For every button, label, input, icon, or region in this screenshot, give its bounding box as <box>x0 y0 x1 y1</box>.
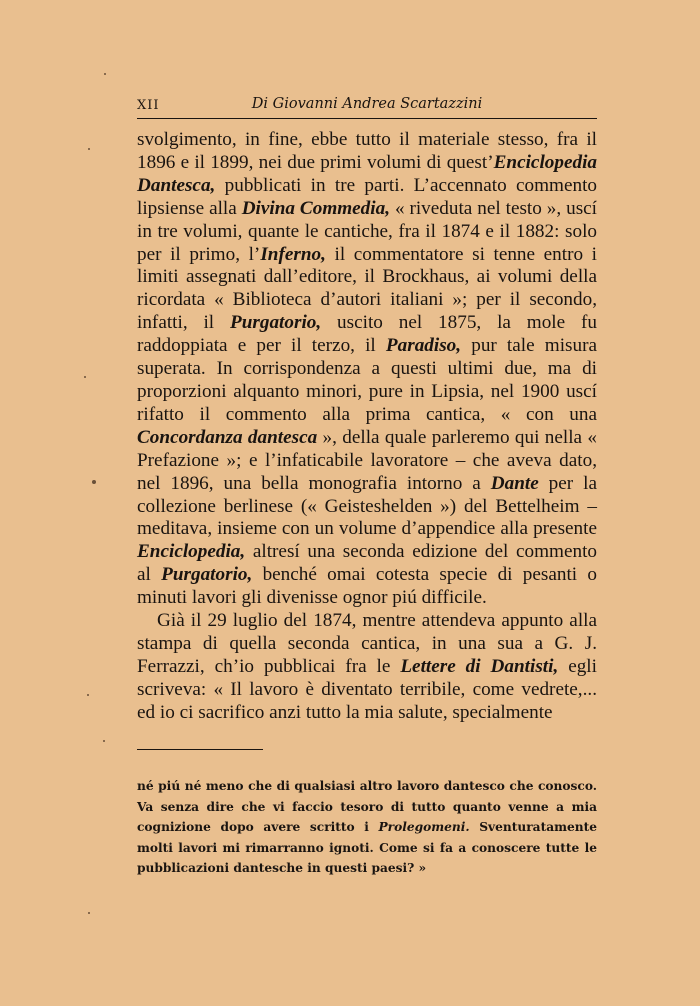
italic-title: Enciclopedia, <box>137 541 246 563</box>
text-run: egli scriveva: « Il lavoro è diventato terribile, come vedrete,... ed io ci sacrifico anzi tutto la mia salute, specialmente <box>137 655 597 723</box>
margin-speck <box>104 73 106 75</box>
text-run: Sventuratamente molti lavori mi rimarranno ignoti. Come si fa a conoscere tutte le pubblicazioni dantesche in questi paesi? » <box>137 820 597 876</box>
text-run: per la collezione berlinese (« Geisteshelden ») del Bettelheim – meditava, insieme con un volume d’appendice alla presente <box>137 472 597 540</box>
italic-title: Inferno, <box>260 243 326 265</box>
margin-speck <box>87 694 89 696</box>
text-run: pur tale misura superata. In corrispondenza a questi ultimi due, ma di proporzioni alquanto minori, pure in Lipsia, nel 1900 uscí rifatto il commento alla prima cantica, « con una <box>137 335 597 425</box>
running-head <box>137 96 597 119</box>
text-run: né piú né meno che di qualsiasi altro lavoro dantesco che conosco. Va senza dire che vi faccio tesoro di tutto quanto venne a mia cognizione dopo avere scritto i <box>137 779 597 835</box>
text-run: il commentatore si tenne entro i limiti assegnati dall’editore, il Brockhaus, ai volumi della ricordata « Biblioteca d’autori italiani »; per il secondo, infatti, il <box>137 243 597 334</box>
paragraph-1 <box>137 129 597 610</box>
text-run: svolgimento, in fine, ebbe tutto il materiale stesso, fra il 1896 e il 1899, nei due primi volumi di quest’ <box>137 129 597 173</box>
margin-speck <box>103 740 105 742</box>
text-run: », della quale parleremo qui nella « Prefazione »; e l’infaticabile lavoratore – che aveva dato, nel 1896, una bella monografia intorno a <box>137 426 597 494</box>
margin-speck <box>92 480 96 484</box>
footnote <box>137 776 597 879</box>
text-run: uscito nel 1875, la mole fu raddoppiata e per il terzo, il <box>137 312 597 357</box>
text-run: Già il 29 luglio del 1874, mentre attendeva appunto alla stampa di quella seconda cantica, in una sua a G. J. Ferrazzi, ch’io pubblicai fra le <box>137 610 597 677</box>
italic-title: Paradiso, <box>385 335 462 357</box>
italic-title: Purgatorio, <box>230 312 322 334</box>
margin-speck <box>84 376 86 378</box>
margin-speck <box>88 148 90 150</box>
margin-speck <box>88 912 90 914</box>
italic-title: Enciclopedia Dantesca, <box>137 151 597 196</box>
italic-title: Purgatorio, <box>161 564 253 586</box>
italic-title: Concordanza dantesca <box>137 426 318 448</box>
running-title: Di Giovanni Andrea Scartazzini <box>251 96 483 112</box>
main-text <box>137 129 597 725</box>
italic-title: Lettere di Dantisti, <box>400 655 559 677</box>
italic-title: Prolegomeni. <box>378 820 470 835</box>
text-run: « riveduta nel testo », uscí in tre volumi, quante le cantiche, fra il 1874 e il 1882: solo per il primo, l’ <box>137 197 598 265</box>
text-run: altresí una seconda edizione del commento al <box>137 541 597 586</box>
text-run: pubblicati in tre parti. L’accennato commento lipsiense alla <box>137 174 597 219</box>
text-run: benché omai cotesta specie di pesanti o minuti lavori gli divenisse ognor piú difficile. <box>137 564 597 609</box>
footnote-rule <box>137 749 263 750</box>
paragraph-2 <box>137 610 597 725</box>
page-number: XII <box>137 98 160 113</box>
italic-title: Divina Commedia, <box>241 197 391 219</box>
italic-title: Dante <box>490 472 539 494</box>
